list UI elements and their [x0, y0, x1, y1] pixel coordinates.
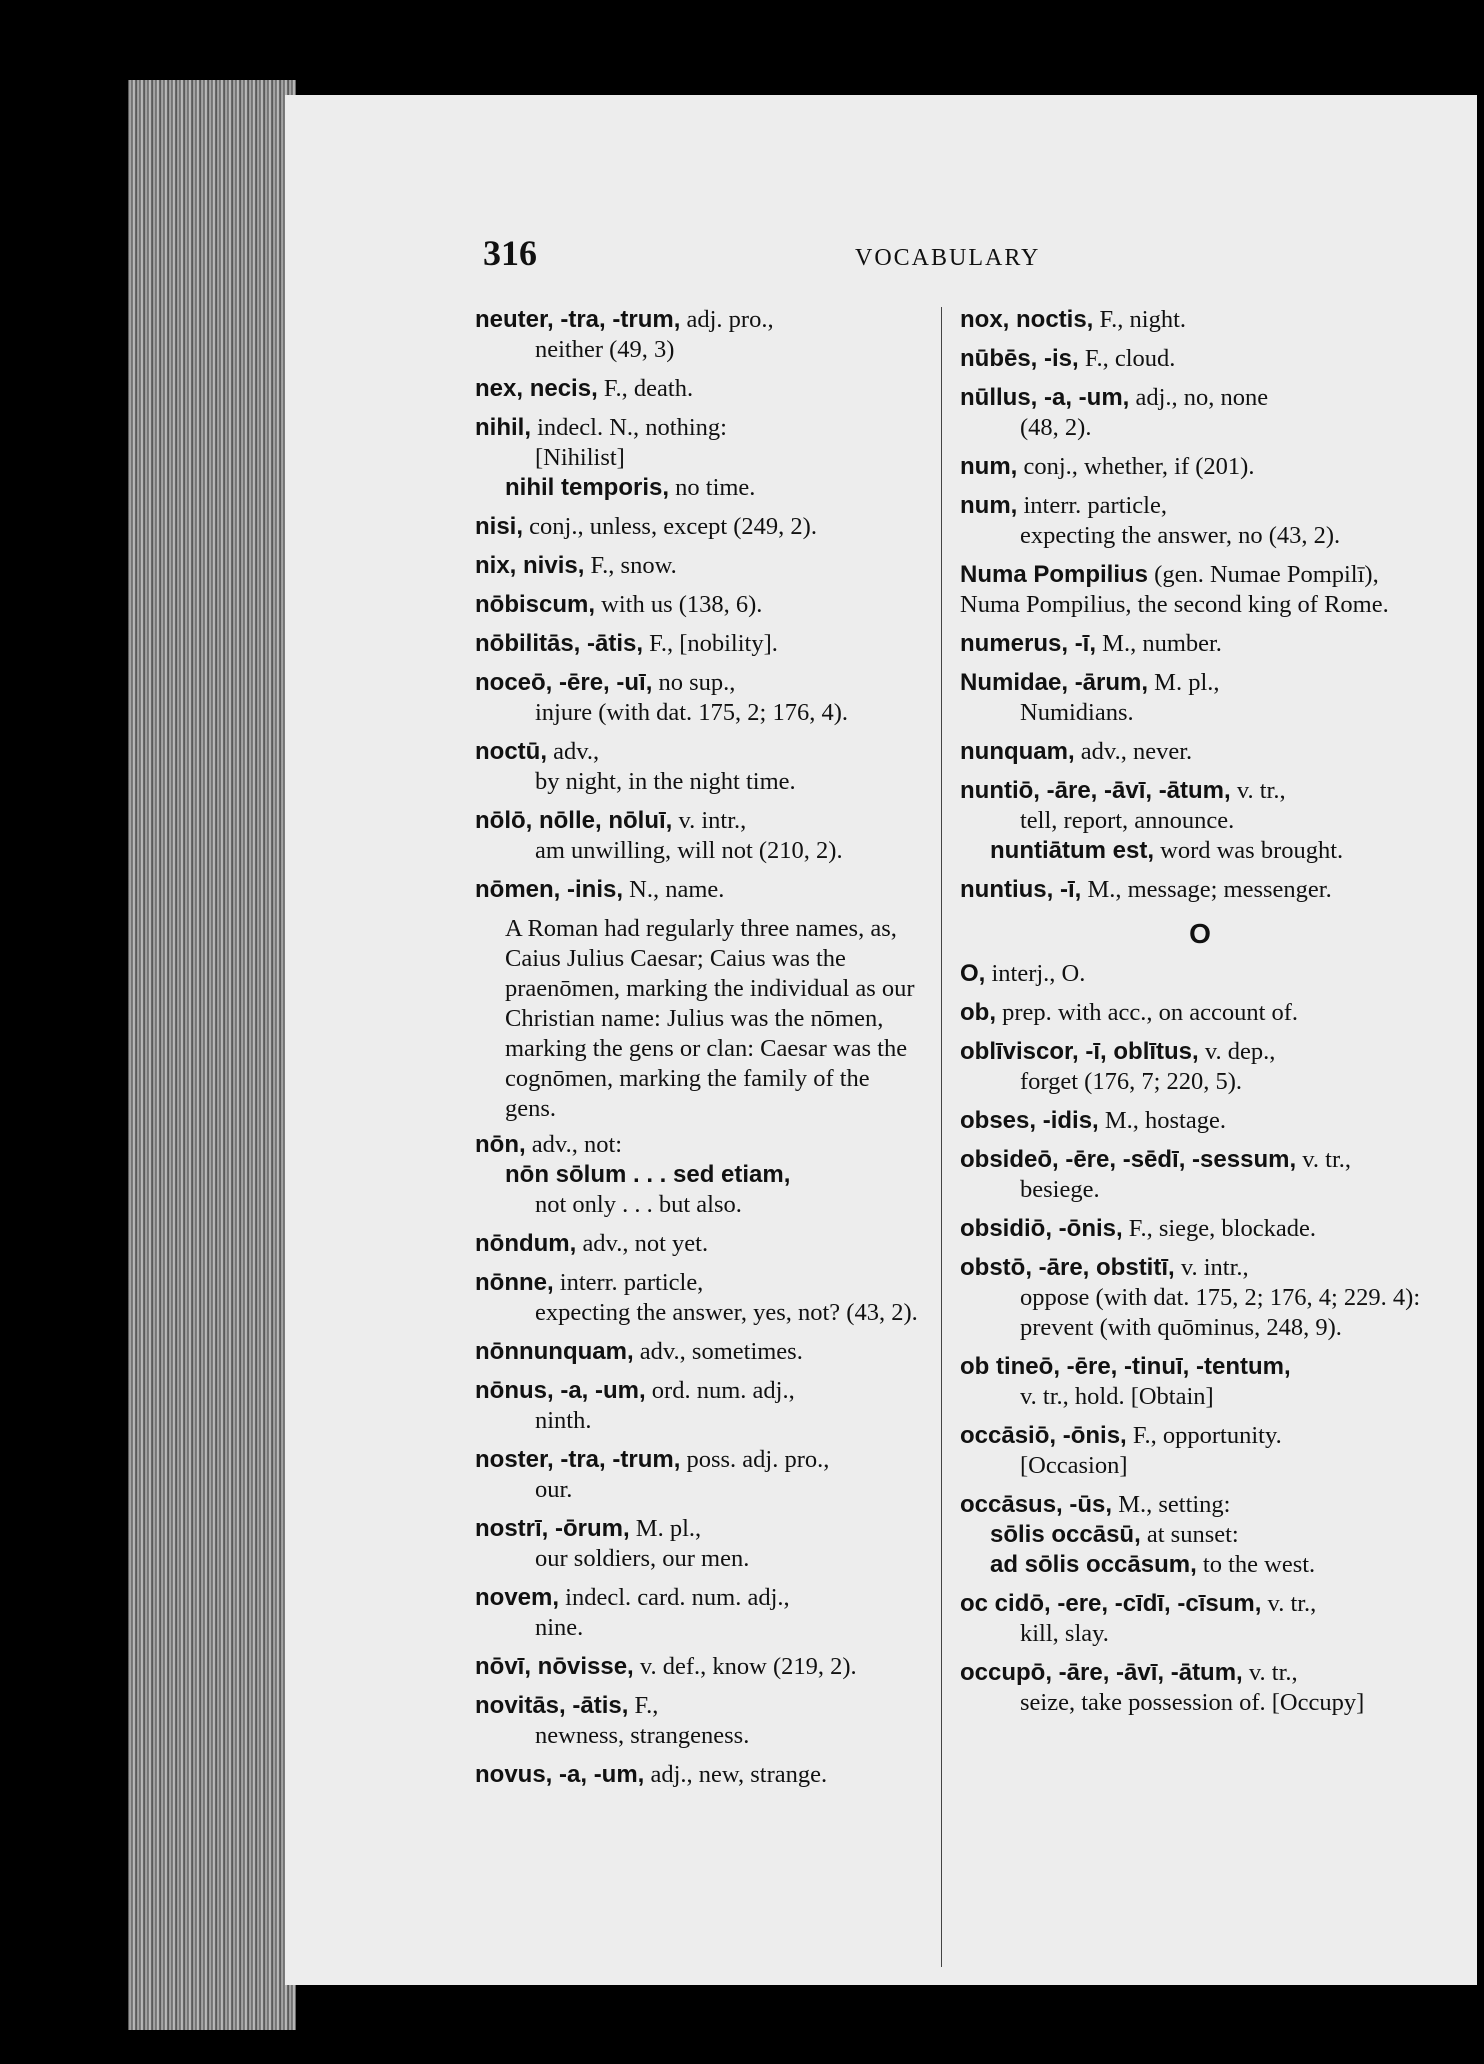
dictionary-entry — [475, 806, 925, 866]
entry-headword: nōmen, -inis, — [475, 876, 624, 903]
entry-definition: F., opportunity. — [1126, 1422, 1282, 1449]
entry-definition: v. dep., — [1198, 1038, 1276, 1065]
dictionary-entry — [475, 1760, 925, 1790]
entry-definition: adj., new, strange. — [644, 1761, 828, 1788]
entry-definition: v. tr., — [1242, 1659, 1298, 1686]
entry-headword: O, — [960, 960, 986, 987]
entry-headword: noctū, — [475, 738, 547, 765]
dictionary-entry — [960, 737, 1440, 767]
entry-definition: adv., not: — [525, 1131, 623, 1158]
entry-definition: M., number. — [1096, 630, 1222, 657]
dictionary-entry — [960, 1352, 1440, 1412]
entry-headword: obstō, -āre, obstitī, — [960, 1254, 1175, 1281]
entry-definition: prep. with acc., on account of. — [996, 999, 1299, 1026]
entry-continuation: kill, slay. — [1020, 1620, 1109, 1647]
entry-continuation: by night, in the night time. — [535, 768, 796, 795]
entry-headword: nisi, — [475, 513, 524, 540]
entry-continuation: Numidians. — [1020, 699, 1134, 726]
entry-headword: occupō, -āre, -āvī, -ātum, — [960, 1659, 1243, 1686]
entry-definition: interr. particle, — [1017, 492, 1167, 519]
dictionary-entry — [960, 1106, 1440, 1136]
phrase-definition: to the west. — [1196, 1551, 1316, 1578]
entry-headword: nunquam, — [960, 738, 1075, 765]
dictionary-entry — [960, 383, 1440, 443]
entry-definition: v. def., know (219, 2). — [633, 1653, 857, 1680]
dictionary-entry — [960, 629, 1440, 659]
left-column — [475, 305, 925, 1799]
entry-definition: adv., not yet. — [576, 1230, 709, 1257]
phrase-headword: nihil temporis, — [505, 474, 670, 501]
dictionary-entry — [960, 959, 1440, 989]
entry-headword: nex, necis, — [475, 375, 598, 402]
entry-headword: occāsus, -ūs, — [960, 1491, 1113, 1518]
entry-definition: conj., whether, if (201). — [1017, 453, 1255, 480]
entry-headword: num, — [960, 492, 1018, 519]
dictionary-page — [285, 95, 1477, 1985]
dictionary-entry — [960, 305, 1440, 335]
entry-phrase — [960, 1550, 1440, 1580]
entry-headword: oc cidō, -ere, -cīdī, -cīsum, — [960, 1590, 1262, 1617]
dictionary-entry — [475, 1691, 925, 1751]
entry-headword: obses, -idis, — [960, 1107, 1099, 1134]
entry-headword: novus, -a, -um, — [475, 1761, 645, 1788]
entry-headword: nostrī, -ōrum, — [475, 1515, 630, 1542]
entry-headword: nōn, — [475, 1131, 526, 1158]
entry-headword: nūbēs, -is, — [960, 345, 1079, 372]
dictionary-entry — [475, 737, 925, 797]
entry-definition: N., name. — [623, 876, 725, 903]
dictionary-entry — [960, 1421, 1440, 1481]
entry-definition: M. pl., — [629, 1515, 702, 1542]
entry-definition: indecl. card. num. adj., — [559, 1584, 790, 1611]
entry-definition: adj., no, none — [1129, 384, 1269, 411]
dictionary-entry — [960, 1589, 1440, 1649]
entry-continuation: ninth. — [535, 1407, 592, 1434]
entry-definition: v. tr., — [1230, 777, 1286, 804]
entry-headword: nōlō, nōlle, nōluī, — [475, 807, 673, 834]
dictionary-entry — [475, 1268, 925, 1328]
entry-headword: nuntiō, -āre, -āvī, -ātum, — [960, 777, 1231, 804]
entry-headword: nūllus, -a, -um, — [960, 384, 1130, 411]
entry-phrase — [960, 1520, 1440, 1550]
entry-headword: nōbiscum, — [475, 591, 596, 618]
entry-definition: adj. pro., — [680, 306, 774, 333]
column-divider — [941, 307, 942, 1967]
dictionary-entry — [960, 491, 1440, 551]
entry-continuation: tell, report, announce. — [1020, 807, 1235, 834]
entry-headword: oblīviscor, -ī, oblītus, — [960, 1038, 1199, 1065]
phrase-headword: ad sōlis occāsum, — [990, 1551, 1197, 1578]
entry-definition: adv., sometimes. — [633, 1338, 803, 1365]
entry-definition: v. tr., — [1296, 1146, 1352, 1173]
dictionary-entry — [960, 344, 1440, 374]
dictionary-entry — [960, 1214, 1440, 1244]
entry-continuation: neither (49, 3) — [535, 336, 675, 363]
entry-continuation: forget (176, 7; 220, 5). — [1020, 1068, 1243, 1095]
book-page-edges — [128, 80, 296, 2030]
entry-headword: nōnus, -a, -um, — [475, 1377, 646, 1404]
dictionary-entry — [475, 512, 925, 542]
dictionary-entry — [475, 305, 925, 365]
dictionary-entry — [960, 452, 1440, 482]
dictionary-entry — [475, 413, 925, 503]
entry-headword: nix, nivis, — [475, 552, 585, 579]
entry-phrase — [475, 1160, 925, 1190]
dictionary-entry — [475, 551, 925, 581]
entry-headword: occāsiō, -ōnis, — [960, 1422, 1127, 1449]
dictionary-entry — [960, 776, 1440, 866]
dictionary-entry — [475, 1337, 925, 1367]
entry-definition: interr. particle, — [553, 1269, 704, 1296]
entry-headword: numerus, -ī, — [960, 630, 1097, 657]
phrase-definition: at sunset: — [1140, 1521, 1239, 1548]
entry-headword: novitās, -ātis, — [475, 1692, 629, 1719]
dictionary-entry — [475, 1583, 925, 1643]
phrase-headword: nōn sōlum . . . sed etiam, — [505, 1161, 791, 1188]
section-letter: O — [1189, 918, 1211, 949]
entry-continuation: [Occasion] — [1020, 1452, 1128, 1479]
entry-continuation: our. — [535, 1476, 573, 1503]
dictionary-entry — [960, 1658, 1440, 1718]
entry-definition: indecl. N., nothing: — [531, 414, 727, 441]
dictionary-entry — [475, 1514, 925, 1574]
entry-definition: M., setting: — [1112, 1491, 1231, 1518]
entry-continuation: seize, take possession of. [Occupy] — [1020, 1689, 1365, 1716]
dictionary-entry — [960, 1490, 1440, 1580]
entry-definition: F., death. — [597, 375, 694, 402]
entry-continuation: oppose (with dat. 175, 2; 176, 4; 229. 4): prevent (with quōminus, 248, 9). — [1020, 1284, 1421, 1341]
entry-headword: nōnnunquam, — [475, 1338, 634, 1365]
entry-headword: nōvī, nōvisse, — [475, 1653, 634, 1680]
entry-headword: obsidiō, -ōnis, — [960, 1215, 1123, 1242]
entry-continuation: v. tr., hold. [Obtain] — [1020, 1383, 1214, 1410]
entry-definition: poss. adj. pro., — [680, 1446, 830, 1473]
right-column — [960, 305, 1440, 1727]
dictionary-entry — [475, 374, 925, 404]
entry-continuation: nine. — [535, 1614, 584, 1641]
dictionary-entry — [475, 1652, 925, 1682]
entry-definition: v. intr., — [672, 807, 747, 834]
entry-headword: nōbilitās, -ātis, — [475, 630, 644, 657]
dictionary-entry — [475, 1229, 925, 1259]
entry-headword: noster, -tra, -trum, — [475, 1446, 681, 1473]
entry-continuation: our soldiers, our men. — [535, 1545, 750, 1572]
dictionary-entry — [960, 1037, 1440, 1097]
phrase-definition: word was brought. — [1154, 837, 1344, 864]
entry-continuation: not only . . . but also. — [535, 1191, 742, 1218]
entry-headword: noceō, -ēre, -uī, — [475, 669, 653, 696]
entry-definition: F., cloud. — [1078, 345, 1176, 372]
page-number: 316 — [483, 233, 537, 273]
entry-phrase — [475, 473, 925, 503]
entry-definition: adv., never. — [1074, 738, 1193, 765]
entry-definition: F., siege, blockade. — [1122, 1215, 1316, 1242]
entry-headword: ob tineō, -ēre, -tinuī, -tentum, — [960, 1353, 1291, 1380]
entry-continuation: besiege. — [1020, 1176, 1100, 1203]
nomen-note: A Roman had regularly three names, as, Caius Julius Caesar; Caius was the praenōmen, marking the individual as our Christian name: Julius was the nōmen, marking the gens or clan: Caesar was the cognōmen, marking the family of the gens. — [505, 915, 915, 1122]
phrase-definition: no time. — [669, 474, 756, 501]
dictionary-entry — [475, 1445, 925, 1505]
phrase-headword: sōlis occāsū, — [990, 1521, 1141, 1548]
dictionary-entry — [960, 998, 1440, 1028]
entry-definition: F., — [628, 1692, 659, 1719]
entry-definition: (gen. Numae Pompilī), Numa Pompilius, the second king of Rome. — [960, 561, 1389, 618]
dictionary-entry — [475, 1376, 925, 1436]
entry-definition: M., message; messenger. — [1081, 876, 1332, 903]
entry-headword: obsideō, -ēre, -sēdī, -sessum, — [960, 1146, 1297, 1173]
entry-definition: F., [nobility]. — [643, 630, 778, 657]
entry-phrase — [960, 836, 1440, 866]
entry-definition: conj., unless, except (249, 2). — [523, 513, 817, 540]
entry-headword: nuntius, -ī, — [960, 876, 1082, 903]
entry-definition: v. tr., — [1261, 1590, 1317, 1617]
entry-headword: nox, noctis, — [960, 306, 1094, 333]
entry-definition: adv., — [547, 738, 600, 765]
entry-headword: Numa Pompilius — [960, 561, 1149, 588]
entry-definition: with us (138, 6). — [595, 591, 763, 618]
entry-headword: nihil, — [475, 414, 531, 441]
entry-continuation: injure (with dat. 175, 2; 176, 4). — [535, 699, 849, 726]
entry-headword: num, — [960, 453, 1018, 480]
entry-headword: nōnne, — [475, 1269, 554, 1296]
entry-definition: M., hostage. — [1098, 1107, 1226, 1134]
running-head: VOCABULARY — [855, 245, 1041, 271]
entry-continuation: expecting the answer, yes, not? (43, 2). — [535, 1299, 918, 1326]
entry-definition: F., night. — [1093, 306, 1187, 333]
phrase-headword: nuntiātum est, — [990, 837, 1155, 864]
entry-headword: ob, — [960, 999, 996, 1026]
dictionary-entry — [960, 1253, 1440, 1343]
entry-headword: novem, — [475, 1584, 560, 1611]
entry-headword: neuter, -tra, -trum, — [475, 306, 681, 333]
entry-headword: Numidae, -ārum, — [960, 669, 1149, 696]
dictionary-entry — [475, 629, 925, 659]
dictionary-entry — [960, 560, 1440, 620]
entry-definition: M. pl., — [1148, 669, 1220, 696]
entry-definition: v. intr., — [1174, 1254, 1249, 1281]
entry-definition: F., snow. — [584, 552, 677, 579]
entry-definition: ord. num. adj., — [645, 1377, 795, 1404]
entry-continuation: (48, 2). — [1020, 414, 1092, 441]
dictionary-entry — [475, 590, 925, 620]
entry-headword: nōndum, — [475, 1230, 577, 1257]
entry-continuation: [Nihilist] — [535, 444, 625, 471]
entry-definition: no sup., — [652, 669, 736, 696]
dictionary-entry — [475, 1130, 925, 1220]
dictionary-entry — [960, 1145, 1440, 1205]
dictionary-entry — [475, 668, 925, 728]
entry-continuation: expecting the answer, no (43, 2). — [1020, 522, 1341, 549]
dictionary-entry — [960, 875, 1440, 905]
dictionary-entry — [960, 668, 1440, 728]
entry-definition: interj., O. — [985, 960, 1086, 987]
entry-continuation: am unwilling, will not (210, 2). — [535, 837, 843, 864]
entry-continuation: newness, strangeness. — [535, 1722, 750, 1749]
dictionary-entry — [475, 875, 925, 905]
